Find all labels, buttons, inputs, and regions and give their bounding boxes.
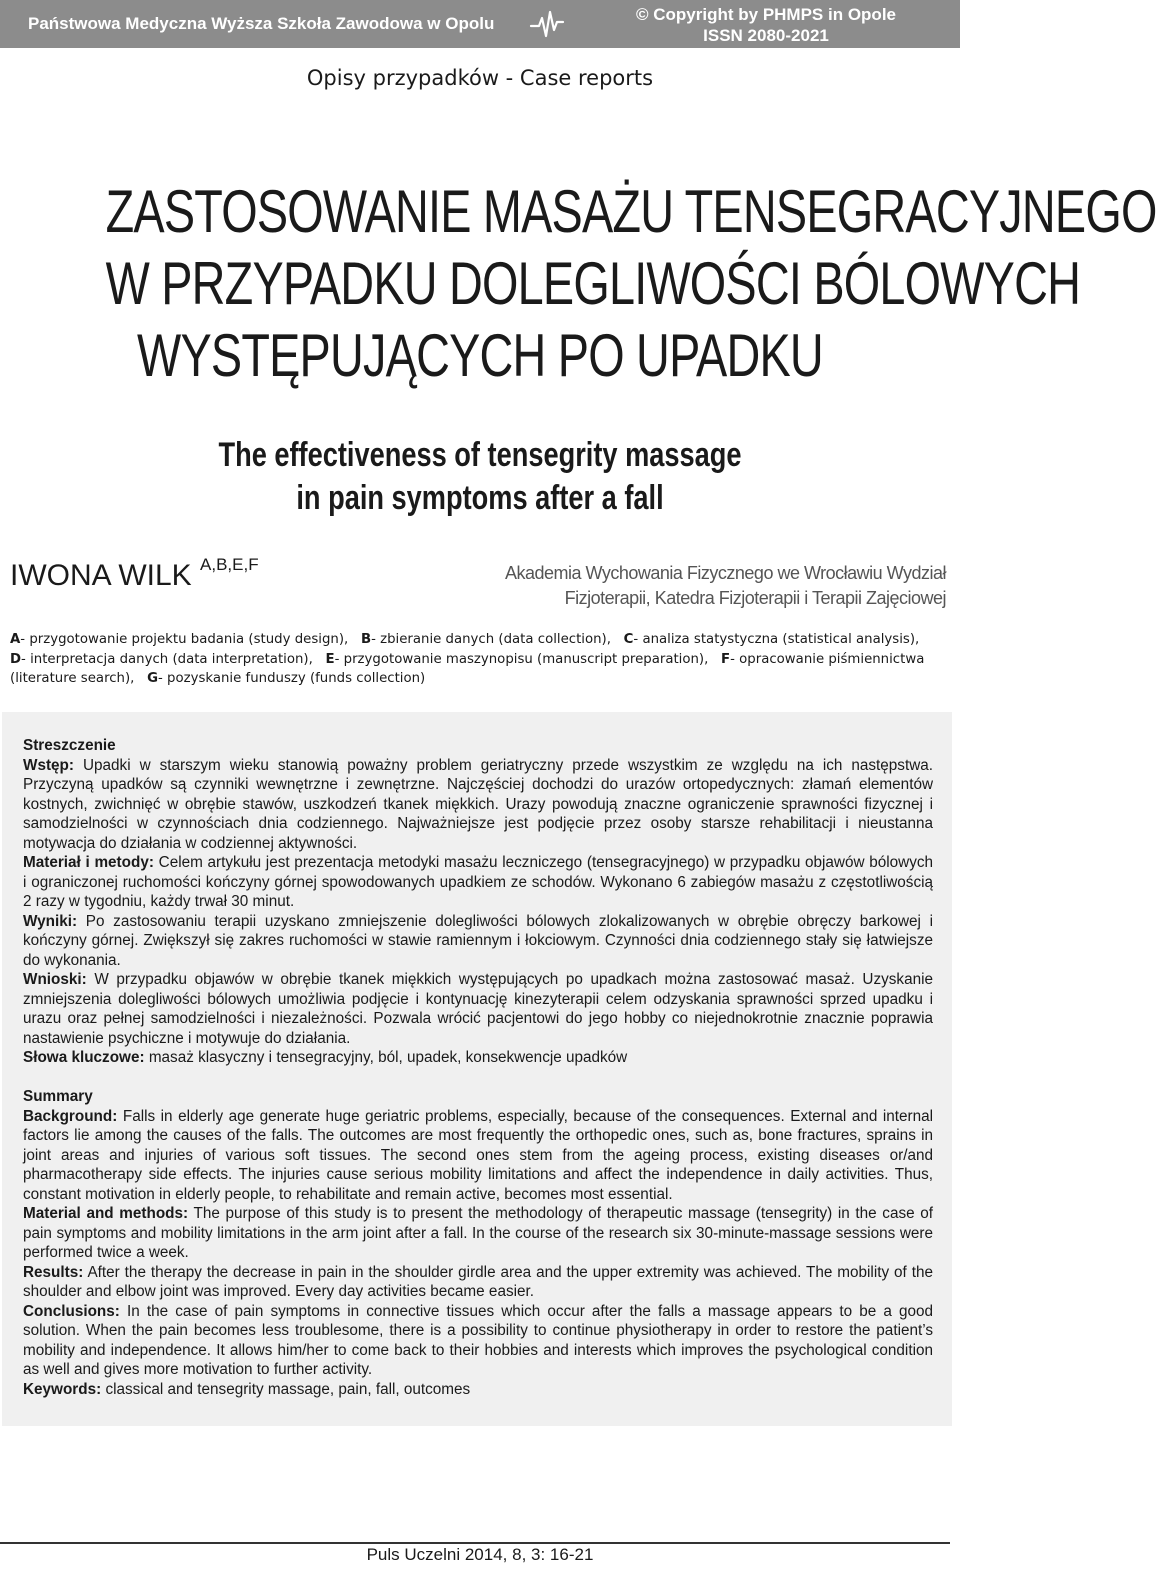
role-text: - pozyskanie funduszy (funds collection) (158, 671, 426, 686)
paragraph-text: After the therapy the decrease in pain in the shoulder girdle area and the upper extremity was achieved. The mobility of the shoulder and elbow joint was improved. Every day activities became easier. (23, 1263, 934, 1300)
role-text: - zbieranie danych (data collection), (371, 632, 611, 647)
paragraph-text: W przypadku objawów w obrębie tkanek miękkich występujących po upadkach można zastosować masaż. Uzyskanie zmniejszenia dolegliwości bólowych umożliwia podjęcie i kontynuację kinezyterapii celem odzyskania sprawności sprzed upadku i urazu oraz pełnej samodzielności i niezależności. Pozwala wrócić pacjentowi do jego hobby co niejednokrotnie znacznie poprawia nastawienie psychiczne i motywuje do działania. (23, 971, 933, 1047)
paragraph-label: Results: (23, 1263, 84, 1281)
role-text: - interpretacja danych (data interpretation), (21, 651, 313, 667)
institution-name: Państwowa Medyczna Wyższa Szkoła Zawodowa w Opolu (28, 14, 495, 33)
role-text: - przygotowanie maszynopisu (manuscript preparation), (334, 651, 709, 667)
paragraph-text: Po zastosowaniu terapii uzyskano zmniejszenie dolegliwości bólowych zlokalizowanych w obrębie obręczy barkowej i kończyny górnej. Zwiększył się zakres ruchomości w stawie ramiennym i łokciowym. Czynności dnia codziennego stały się łatwiejsze do wykonania. (23, 912, 933, 969)
paragraph-text: Upadki w starszym wieku stanowią poważny problem geriatryczny przede wszystkim ze względu na ich następstwa. Przyczyną upadków są czynniki wewnętrzne i zewnętrzne. Najczęściej dochodzi do urazów ortopedycznych: złamań elementów kostnych, zwichnięć w obrębie stawów, uszkodzeń tkanek miękkich. Urazy powodują znaczne ograniczenie sprawności fizycznej i samodzielności w czynnościach dnia codziennego. Najważniejsze jest podjęcie przez osoby starsze rehabilitacji i nieustanna motywacja do działania w codziennej aktywności. (23, 756, 933, 852)
polish-title-line: WYSTĘPUJĄCYCH PO UPADKU (137, 322, 823, 389)
copyright-text: © Copyright by PHMPS in Opole (636, 5, 896, 24)
copyright-block (636, 4, 896, 46)
footer-divider (0, 1542, 950, 1544)
streszczenie-heading: Streszczenie (23, 737, 116, 754)
journal-citation: Puls Uczelni 2014, 8, 3: 16-21 (366, 1545, 594, 1564)
issn-text: ISSN 2080-2021 (703, 26, 829, 45)
paragraph-text: classical and tensegrity massage, pain, fall, outcomes (105, 1380, 471, 1398)
abstract-box (2, 712, 952, 1426)
role-key: C (623, 632, 634, 647)
paragraph-text: In the case of pain symptoms in connective tissues which occur after the falls a massage appears to be a good solution. When the pain becomes less troublesome, there is a possibility to continue physiotherapy in order to restore the patient’s mobility and independence. It allows him/her to come back to their hobbies and interests which improves the psychological condition as well and gives more motivation to further activity. (23, 1302, 934, 1378)
role-text: - przygotowanie projektu badania (study design), (20, 632, 349, 647)
polish-title-line: ZASTOSOWANIE MASAŻU TENSEGRACYJNEGO (105, 178, 1157, 245)
section-label: Opisy przypadków - Case reports (306, 66, 654, 90)
paragraph-label: Material and methods: (23, 1205, 189, 1222)
paragraph-text: The purpose of this study is to present the methodology of therapeutic massage (tensegrity) in the case of pain symptoms and mobility limitations in the arm joint after a fall. In the course of the research six 30-minute-massage sessions were performed twice a week. (23, 1205, 934, 1261)
polish-title-line: W PRZYPADKU DOLEGLIWOŚCI BÓLOWYCH (105, 250, 1081, 317)
paragraph-label: Keywords: (23, 1380, 102, 1398)
paragraph-label: Słowa kluczowe: (23, 1049, 145, 1066)
role-key: D (10, 651, 22, 667)
summary-heading: Summary (23, 1088, 93, 1105)
paragraph-text: Celem artykułu jest prezentacja metodyki masażu leczniczego (tensegracyjnego) w przypadku objawów bólowych i ograniczonej ruchomości kończyny górnej spowodowanych upadkiem ze schodów. Wykonano 6 zabiegów masażu z częstotliwością 2 razy w tygodniu, każdy trwał 30 minut. (23, 854, 934, 910)
author (10, 555, 259, 593)
summary-keywords (23, 1380, 933, 1400)
role-legend (10, 630, 945, 689)
summary-conclusions (23, 1302, 933, 1380)
spacer (23, 1068, 933, 1088)
paragraph-label: Wstęp: (23, 756, 74, 774)
role-text: - analiza statystyczna (statistical analysis), (633, 632, 920, 647)
english-title-line: in pain symptoms after a fall (296, 479, 664, 517)
english-title (96, 434, 864, 520)
summary-background (23, 1107, 933, 1205)
paragraph-label: Wyniki: (23, 912, 78, 930)
role-key: F (721, 651, 731, 667)
author-name: IWONA WILK (10, 559, 192, 592)
paragraph-text: masaż klasyczny i tensegracyjny, ból, upadek, konsekwencje upadków (148, 1049, 628, 1066)
role-key: G (147, 671, 159, 686)
english-title-line: The effectiveness of tensegrity massage (218, 436, 742, 474)
role-key: A (10, 632, 21, 647)
role-key: E (325, 651, 335, 667)
pulse-wave-icon (530, 8, 564, 40)
paragraph-label: Wnioski: (23, 971, 87, 988)
paragraph-label: Background: (23, 1107, 118, 1125)
streszczenie-wyniki (23, 912, 933, 971)
affiliation-line: Akademia Wychowania Fizycznego we Wrocławiu Wydział (504, 563, 946, 583)
streszczenie-keywords (23, 1048, 933, 1068)
role-key: B (360, 632, 372, 647)
summary-results (23, 1263, 933, 1302)
polish-title (105, 176, 1157, 392)
author-roles: A,B,E,F (200, 555, 259, 574)
paragraph-label: Conclusions: (23, 1302, 120, 1320)
journal-header-bar (0, 0, 960, 48)
paragraph-text: Falls in elderly age generate huge geriatric problems, especially, because of the consequences. External and internal factors lie among the causes of the falls. The outcomes are most frequently the orthopedic ones, such as, bone fractures, sprains in joint areas and injuries of various soft tissues. The second ones stem from the ageing process, existing diseases or/and pharmacotherapy side effects. The injuries cause serious mobility limitations and affect the independence in daily activities. Thus, constant motivation in elderly people, to rehabilitate and remain active, becomes most essential. (23, 1107, 934, 1203)
affiliation-line: Fizjoterapii, Katedra Fizjoterapii i Terapii Zajęciowej (564, 588, 946, 608)
author-affiliation (505, 561, 946, 611)
role-text: - opracowanie piśmiennictwa (literature search), (10, 651, 925, 686)
summary-methods (23, 1204, 933, 1263)
streszczenie-wnioski (23, 970, 933, 1048)
paragraph-label: Materiał i metody: (23, 854, 154, 871)
abstract-content (23, 736, 933, 1399)
streszczenie-metody (23, 853, 933, 912)
streszczenie-wstep (23, 756, 933, 854)
